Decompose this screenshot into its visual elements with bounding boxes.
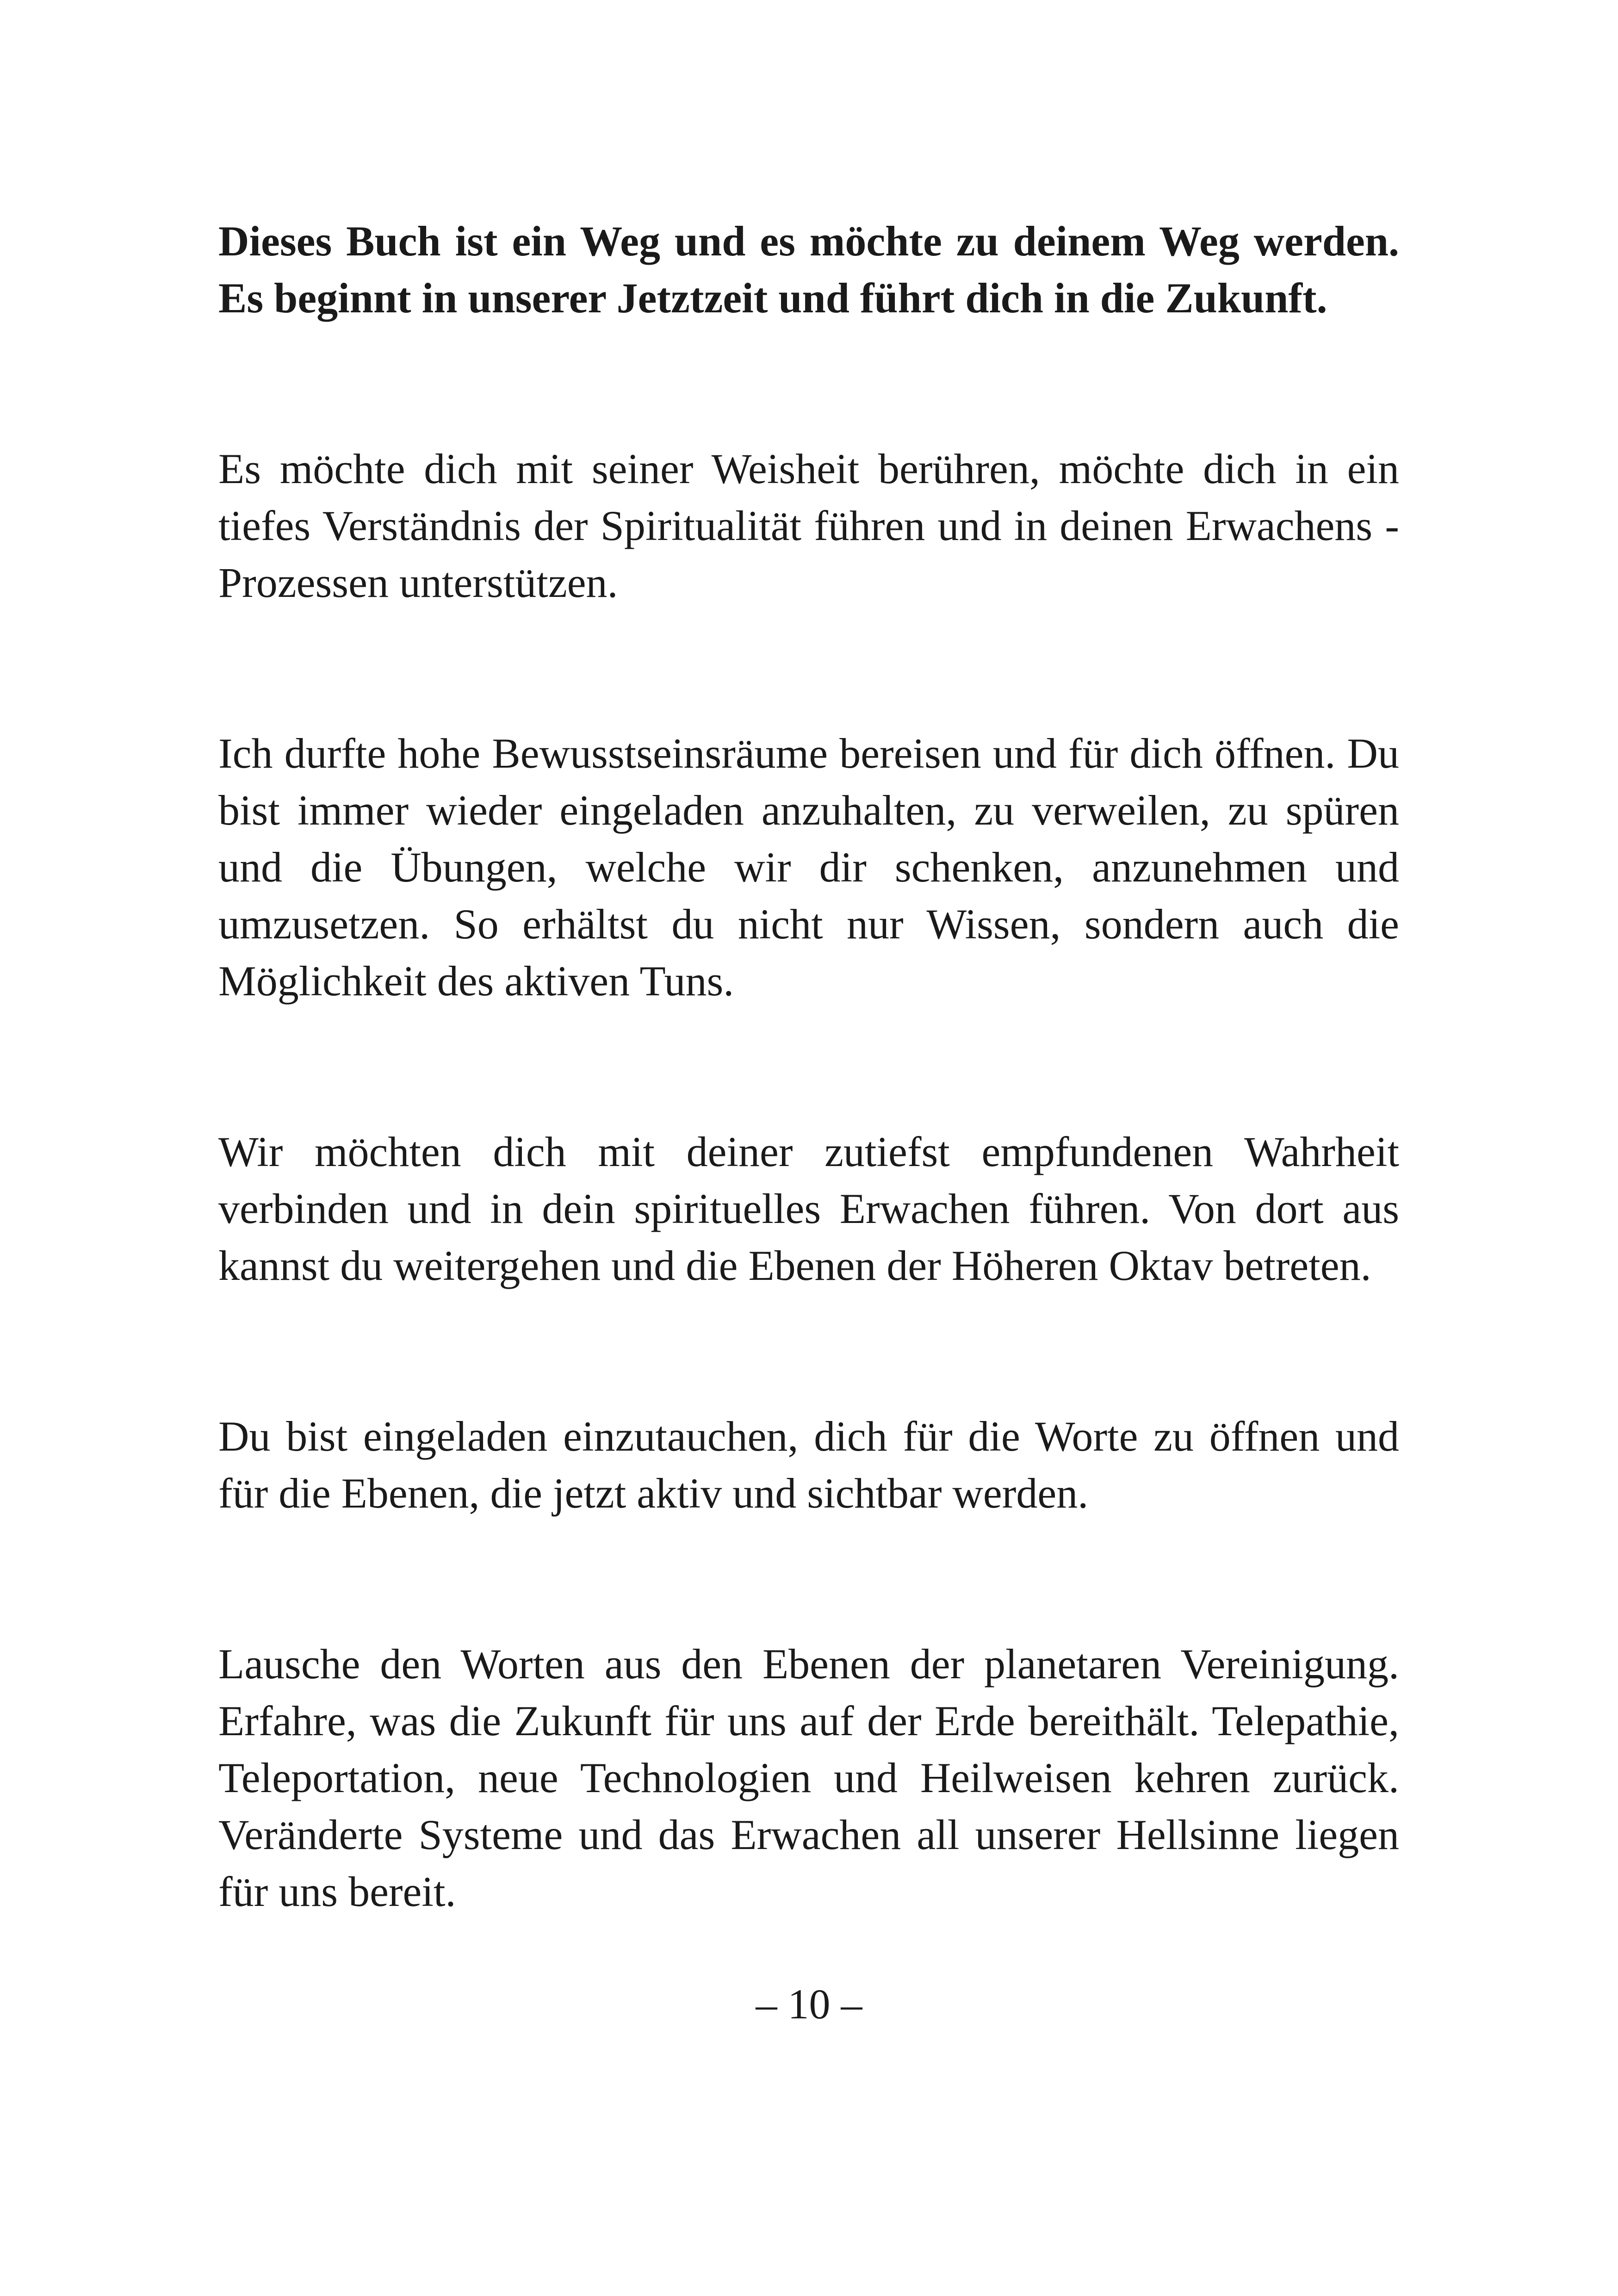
paragraph-6: Lausche den Worten aus den Ebenen der planetaren Vereinigung. Erfahre, was die Zukunft für uns auf der Erde bereithält. Telepathie, Teleportation, neue Technologien und Heilweisen kehren zurück. Veränderte Systeme und das Erwachen all unserer Hellsinne liegen für uns bereit. — [218, 1640, 1399, 1915]
body-text — [218, 213, 1399, 2034]
intro-paragraph: Dieses Buch ist ein Weg und es möchte zu deinem Weg werden. Es beginnt in unserer Jetztzeit und führt dich in die Zukunft. — [218, 217, 1399, 322]
paragraph-3: Ich durfte hohe Bewusstseinsräume bereisen und für dich öffnen. Du bist immer wieder eingeladen anzuhalten, zu verweilen, zu spüren und die Übungen, welche wir dir schenken, anzunehmen und umzusetzen. So erhältst du nicht nur Wissen, sondern auch die Möglichkeit des aktiven Tuns. — [218, 730, 1399, 1005]
paragraph-5: Du bist eingeladen einzutauchen, dich für die Worte zu öffnen und für die Ebenen, die jetzt aktiv und sichtbar werden. — [218, 1413, 1399, 1517]
page-number: – 10 – — [756, 1980, 862, 2028]
paragraph-4: Wir möchten dich mit deiner zutiefst empfundenen Wahrheit verbinden und in dein spirituelles Erwachen führen. Von dort aus kannst du weitergehen und die Ebenen der Höheren Oktav betreten. — [218, 1128, 1399, 1289]
paragraph-2: Es möchte dich mit seiner Weisheit berühren, möchte dich in ein tiefes Verständnis der Spiritualität führen und in deinen Erwachens - Prozessen unterstützen. — [218, 445, 1399, 606]
